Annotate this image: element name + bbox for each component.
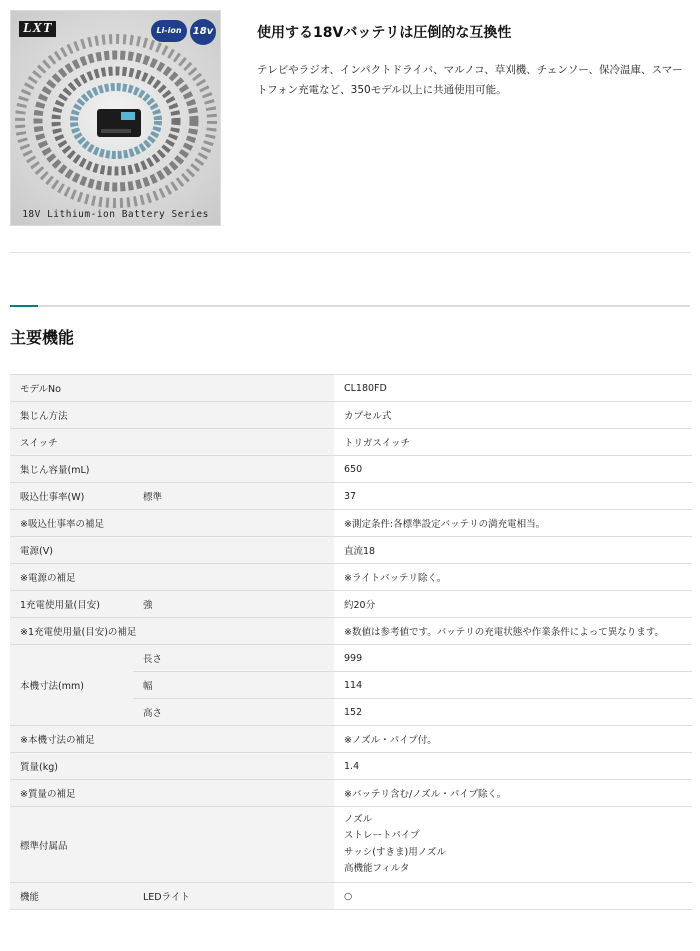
table-row <box>10 537 692 564</box>
lxt-logo: LXT <box>19 21 56 37</box>
accessory-item: サッシ(すきま)用ノズル <box>344 846 446 858</box>
spec-value: ※バッテリ含む/ノズル・パイプ除く。 <box>334 780 692 807</box>
table-row <box>10 591 692 618</box>
table-row <box>10 883 692 910</box>
table-row <box>10 780 692 807</box>
spec-label: 標準付属品 <box>10 807 334 883</box>
spec-value-list <box>334 807 692 883</box>
table-row <box>10 807 692 883</box>
spec-label: ※1充電使用量(目安)の補足 <box>10 618 334 645</box>
spec-value: 1.4 <box>334 753 692 780</box>
hero-description: テレビやラジオ、インパクトドライバ、マルノコ、草刈機、チェンソー、保冷温庫、スマートフォン充電など、350モデル以上に共通使用可能。 <box>257 64 683 96</box>
spec-value: 約20分 <box>334 591 692 618</box>
series-caption: 18V Lithium-ion Battery Series <box>22 209 209 220</box>
table-row <box>10 429 692 456</box>
section-divider <box>10 305 690 307</box>
spec-value: 37 <box>334 483 692 510</box>
accessory-item: 高機能フィルタ <box>344 863 410 874</box>
spec-value: ※ライトバッテリ除く。 <box>334 564 692 591</box>
spec-value: 650 <box>334 456 692 483</box>
table-row <box>10 645 692 672</box>
table-row <box>10 726 692 753</box>
spec-value: トリガスイッチ <box>334 429 692 456</box>
spec-label: 本機寸法(mm) <box>10 645 133 726</box>
spec-value: ○ <box>334 883 692 910</box>
spec-sublabel: 強 <box>133 591 334 618</box>
spec-label: 吸込仕事率(W) <box>10 483 133 510</box>
table-row <box>10 753 692 780</box>
spec-label: 集じん方法 <box>10 402 334 429</box>
table-row <box>10 456 692 483</box>
spec-sublabel: 標準 <box>133 483 334 510</box>
tool-collage-graphic <box>11 11 221 226</box>
spec-value: ※ノズル・パイプ付。 <box>334 726 692 753</box>
spec-value: 114 <box>334 672 692 699</box>
divider-accent <box>10 305 38 307</box>
spec-value: ※数値は参考値です。バッテリの充電状態や作業条件によって異なります。 <box>334 618 692 645</box>
spec-value: カプセル式 <box>334 402 692 429</box>
18v-badge: 18v <box>190 19 216 45</box>
liion-badge: Li-ion <box>151 20 187 42</box>
hero-title: 使用する18Vバッテリは圧倒的な互換性 <box>257 25 512 41</box>
spec-value: 直流18 <box>334 537 692 564</box>
section-title: 主要機能 <box>10 328 75 347</box>
table-row <box>10 618 692 645</box>
divider <box>10 252 690 253</box>
spec-label: モデルNo <box>10 375 334 402</box>
spec-label: ※電源の補足 <box>10 564 334 591</box>
spec-sublabel: 幅 <box>133 672 334 699</box>
spec-value: 999 <box>334 645 692 672</box>
table-row <box>10 375 692 402</box>
spec-label: ※本機寸法の補足 <box>10 726 334 753</box>
spec-value: CL180FD <box>334 375 692 402</box>
accessory-item: ノズル <box>344 813 373 825</box>
table-row <box>10 510 692 537</box>
spec-sublabel: 長さ <box>133 645 334 672</box>
table-row <box>10 402 692 429</box>
spec-label: 集じん容量(mL) <box>10 456 334 483</box>
table-row <box>10 564 692 591</box>
spec-label: 1充電使用量(目安) <box>10 591 133 618</box>
spec-label: 機能 <box>10 883 133 910</box>
spec-value: ※測定条件:各標準設定バッテリの満充電相当。 <box>334 510 692 537</box>
spec-sublabel: LEDライト <box>133 883 334 910</box>
spec-label: ※質量の補足 <box>10 780 334 807</box>
accessory-item: ストレートパイプ <box>344 830 420 841</box>
spec-sublabel: 高さ <box>133 699 334 726</box>
spec-table <box>10 374 692 910</box>
battery-series-image <box>10 10 221 226</box>
spec-label: ※吸込仕事率の補足 <box>10 510 334 537</box>
table-row <box>10 483 692 510</box>
spec-label: スイッチ <box>10 429 334 456</box>
spec-label: 電源(V) <box>10 537 334 564</box>
spec-value: 152 <box>334 699 692 726</box>
spec-label: 質量(kg) <box>10 753 334 780</box>
